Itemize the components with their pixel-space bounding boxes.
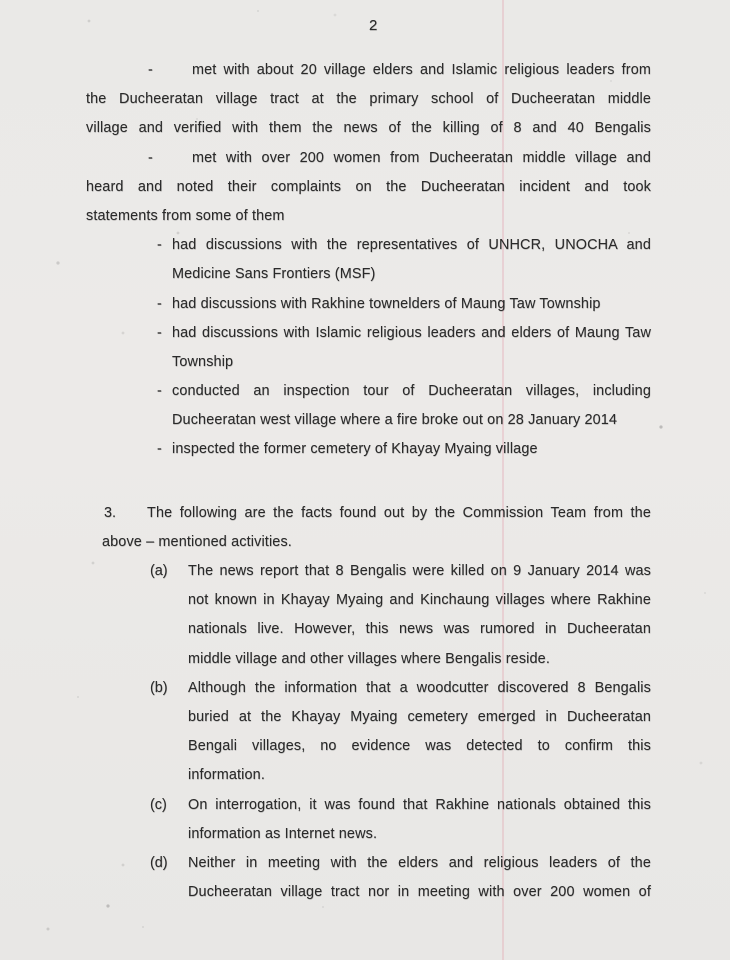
bullet-dash: - (157, 295, 162, 312)
text-line: The following are the facts found out by the Commission Team from the (147, 505, 651, 521)
bullet-dash: - (157, 441, 162, 458)
bullet-dash: - (157, 383, 162, 400)
text-line: had discussions with Rakhine townelders of Maung Taw Township (172, 295, 601, 312)
text-line: Township (172, 353, 234, 370)
activity-item (157, 231, 651, 289)
finding-item (150, 557, 651, 674)
text-line: Ducheeratan village tract nor in meeting with over 200 women of (188, 884, 651, 901)
text-line: the Ducheeratan village tract at the primary school of Ducheeratan middle (86, 91, 651, 108)
finding-item (150, 674, 651, 791)
text-line: Although the information that a woodcutter discovered 8 Bengalis (188, 679, 651, 696)
text-line: nationals live. However, this news was rumored in Ducheeratan (188, 621, 651, 638)
finding-letter: (b) (150, 679, 168, 696)
bullet-dash: - (157, 324, 162, 341)
text-line: statements from some of them (86, 207, 285, 224)
text-line: conducted an inspection tour of Ducheeratan villages, including (172, 383, 651, 400)
activity-item (157, 319, 651, 377)
text-line: On interrogation, it was found that Rakhine nationals obtained this (188, 796, 651, 813)
text-line: had discussions with Islamic religious leaders and elders of Maung Taw (172, 324, 651, 341)
text-line: middle village and other villages where Bengalis reside. (188, 650, 550, 667)
paragraph-number: 3. (104, 505, 117, 521)
bullet-dash: - (148, 62, 153, 78)
text-line: The news report that 8 Bengalis were killed on 9 January 2014 was (188, 563, 651, 579)
bullet-dash: - (157, 237, 162, 254)
page-number: 2 (369, 17, 378, 34)
activity-item (157, 290, 651, 319)
text-line: inspected the former cemetery of Khayay Myaing village (172, 441, 538, 458)
finding-letter: (d) (150, 854, 168, 871)
paragraph-3 (102, 499, 651, 557)
text-line: met with over 200 women from Ducheeratan middle village and (192, 149, 651, 166)
text-line: buried at the Khayay Myaing cemetery emerged in Ducheeratan (188, 708, 651, 725)
activity-item (157, 435, 651, 464)
findings-list (150, 557, 651, 907)
bullet-dash: - (148, 149, 153, 166)
text-line: Neither in meeting with the elders and religious leaders of the (188, 854, 651, 871)
finding-letter: (c) (150, 796, 167, 813)
finding-item (150, 849, 651, 907)
text-line: Medicine Sans Frontiers (MSF) (172, 266, 376, 283)
text-line: above – mentioned activities. (102, 534, 292, 551)
activity-item (86, 56, 651, 144)
text-line: village and verified with them the news of the killing of 8 and 40 Bengalis (86, 120, 651, 137)
text-line: information. (188, 767, 265, 784)
finding-item (150, 791, 651, 849)
activity-item (157, 377, 651, 435)
activity-item (86, 144, 651, 232)
text-line: met with about 20 village elders and Islamic religious leaders from (192, 62, 651, 78)
finding-letter: (a) (150, 563, 168, 579)
activities-list (86, 56, 651, 465)
text-line: had discussions with the representatives of UNHCR, UNOCHA and (172, 237, 651, 254)
text-line: Bengali villages, no evidence was detected to confirm this (188, 738, 651, 755)
text-line: Ducheeratan west village where a fire broke out on 28 January 2014 (172, 412, 618, 429)
text-line: not known in Khayay Myaing and Kinchaung villages where Rakhine (188, 592, 651, 609)
text-line: information as Internet news. (188, 825, 378, 842)
text-line: heard and noted their complaints on the Ducheeratan incident and took (86, 178, 651, 195)
